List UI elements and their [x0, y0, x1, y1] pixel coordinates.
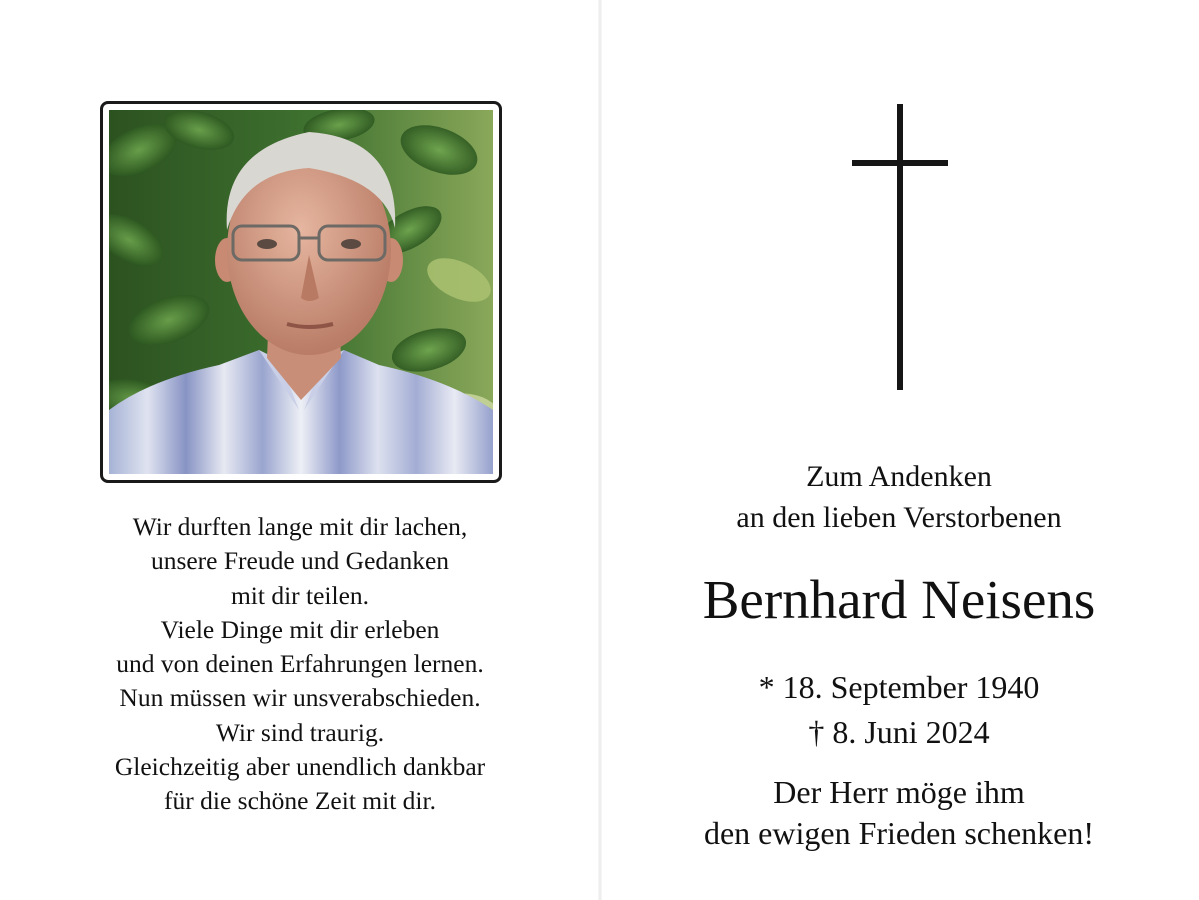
- poem-line: Viele Dinge mit dir erleben: [160, 614, 440, 644]
- birth-date: * 18. September 1940: [758, 669, 1040, 705]
- portrait-image: [109, 110, 493, 474]
- cross-icon: [852, 104, 948, 392]
- poem-line: mit dir teilen.: [230, 580, 370, 610]
- death-date: † 8. Juni 2024: [808, 714, 990, 750]
- poem-line: Nun müssen wir unsverabschieden.: [119, 683, 481, 713]
- poem-line: unsere Freude und Gedanken: [150, 546, 450, 576]
- intro-line-1: Zum Andenken: [806, 460, 992, 493]
- deceased-name: Bernhard Neisens: [702, 569, 1096, 630]
- poem-line: für die schöne Zeit mit dir.: [164, 786, 436, 816]
- poem: [30, 510, 570, 819]
- cross-horizontal-bar: [852, 160, 948, 166]
- portrait-photo: [109, 110, 493, 474]
- intro-line-2: an den lieben Verstorbenen: [736, 501, 1062, 534]
- photo-frame: [100, 101, 502, 483]
- blessing-line-1: Der Herr möge ihm: [773, 774, 1025, 810]
- poem-line: Wir durften lange mit dir lachen,: [132, 512, 468, 541]
- poem-line: Wir sind traurig.: [215, 717, 385, 747]
- blessing-line-2: den ewigen Frieden schenken!: [703, 815, 1095, 851]
- poem-line: und von deinen Erfahrungen lernen.: [116, 649, 484, 679]
- cross-vertical-bar: [897, 104, 903, 390]
- poem-line: Gleichzeitig aber unendlich dankbar: [114, 752, 486, 782]
- fold-line: [598, 0, 602, 900]
